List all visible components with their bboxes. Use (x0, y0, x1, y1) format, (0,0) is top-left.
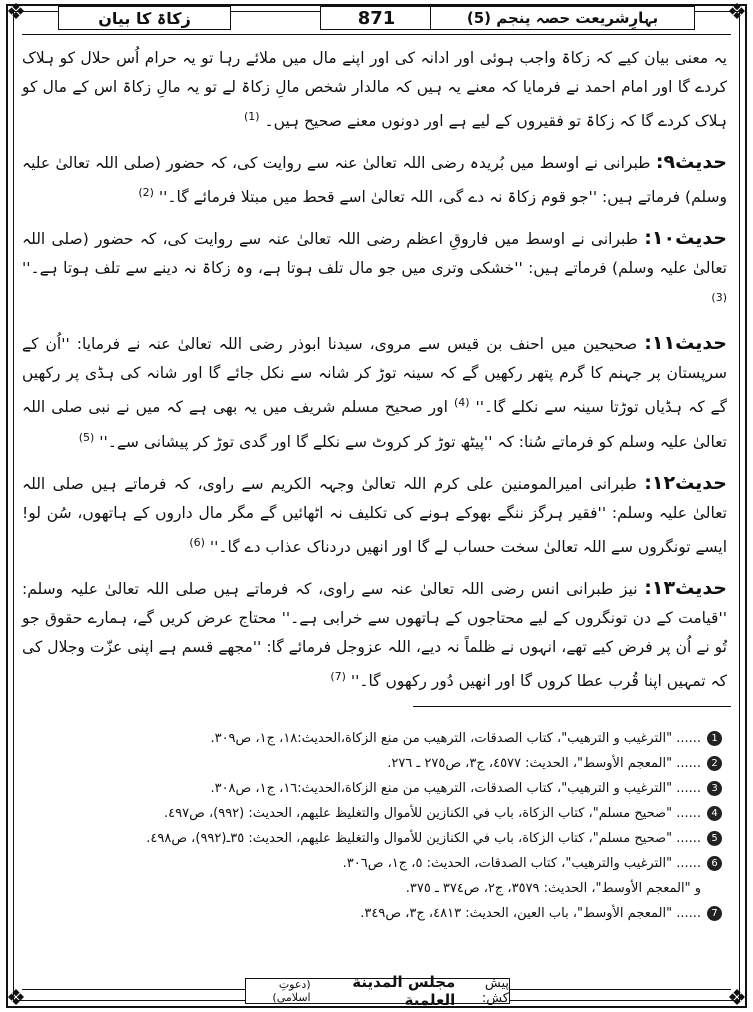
footnote-ref: (3) (711, 291, 727, 305)
corner-ornament-icon: ❖ (6, 0, 26, 25)
hadith-13 (22, 574, 727, 696)
footnote (22, 726, 722, 751)
footnote-divider (413, 706, 731, 707)
footnote-text: ...... "صحيح مسلم"، كتاب الزكاة، باب في الكنازين للأموال والتغليظ عليهم، الحديث: ٣٥ـ(٩٩٢)، ص٤٩٨. (146, 831, 701, 846)
footnote-text: ...... "الترغيب و الترهيب"، كتاب الصدقات، الترهيب من منع الزكاة،الحديث:١٦، ج١، ص٣٠٨. (210, 781, 701, 796)
footnote-number: 2 (707, 756, 722, 771)
footnote-text: ...... "الترغيب والترهيب"، كتاب الصدقات، الحديث: ٥، ج١، ص٣٠٦. (342, 856, 701, 871)
hadith-label: حدیث۱۲: (644, 471, 727, 494)
footnote-text: ...... "المعجم الأوسط"، باب العين، الحديث: ٤٨١٣، ج٣، ص٣٤٩. (360, 906, 701, 921)
hadith-text: طبرانی نے اوسط میں بُریدہ رضی اللہ تعالیٰ عنہ سے روایت کی، کہ حضور (صلی اللہ تعالیٰ علیہ وسلم) فرماتے ہیں: ''جو قوم زکاۃ نہ دے گی، اللہ تعالیٰ اسے قحط میں مبتلا فرمائے گا۔'' (22, 154, 727, 207)
hadith-label: حدیث۹: (655, 151, 727, 174)
footnote (22, 751, 722, 776)
hadith-text: طبرانی امیرالمومنین علی کرم اللہ تعالیٰ وجہہ الکریم سے راوی، کہ فرماتے ہیں صلی اللہ تعالیٰ علیہ وسلم: ''فقیر ہرگز ننگے بھوکے ہونے کی تکلیف نہ اٹھائیں گے مگر مال داروں کے ہاتھوں، سُن لو! ایسے تونگروں سے اللہ تعالیٰ سخت حساب لے گا اور انھیں دردناک عذاب دے گا۔'' (22, 474, 727, 556)
hadith-text: نیز طبرانی انس رضی اللہ تعالیٰ عنہ سے راوی، کہ فرماتے ہیں صلی اللہ تعالیٰ علیہ وسلم: ''قیامت کے دن تونگروں کے لیے محتاجوں کے ہاتھوں سے خرابی ہے۔'' محتاج عرض کریں گے، ہمارے حقوق جو تُو نے اُن پر فرض کیے تھے، انہوں نے ظلماً نہ دیے، اللہ عزوجل فرمائے گا: ''مجھے قسم ہے اپنی عزّت وجلال کی کہ تمہیں اپنا قُرب عطا کروں گا اور انھیں دُور رکھوں گا۔'' (22, 579, 727, 691)
footnote-ref: (5) (78, 430, 95, 444)
hadith-9 (22, 148, 727, 212)
hadith-label: حدیث۱۰: (644, 227, 727, 250)
footnotes (22, 726, 722, 926)
footnote-number: 6 (707, 856, 722, 871)
footnote-number: 5 (707, 831, 722, 846)
footnote-ref: (7) (330, 669, 346, 683)
footnote (22, 901, 722, 926)
hadith-text: طبرانی نے اوسط میں فاروقِ اعظم رضی اللہ تعالیٰ عنہ سے روایت کی، کہ حضور (صلی اللہ تعالیٰ علیہ وسلم) فرماتے ہیں: ''خشکی وتری میں جو مال تلف ہوتا ہے، وہ زکاۃ نہ دینے سے تلف ہوتا ہے۔'' (22, 230, 727, 278)
hadith-label: حدیث۱۳: (644, 576, 727, 599)
footnote-number: 4 (707, 806, 722, 821)
page-header (58, 4, 695, 32)
intro-text: یہ معنی بیان کیے کہ زکاۃ واجب ہوئی اور ادانہ کی اور اپنے مال میں ملائے رہا تو یہ حرام اُس حلال کو ہلاک کردے گا اور امام احمد نے فرمایا کہ معنے یہ ہیں کہ مالدار شخص مالِ زکاۃ لے تو یہ مالِ زکاۃ اس کے مال کو ہلاک کردے گا کہ زکاۃ تو فقیروں کے لیے ہے اور دونوں معنے صحیح ہیں۔ (22, 49, 727, 131)
page-footer (245, 973, 510, 1009)
footnote-ref: (6) (189, 535, 205, 549)
footnote-text: ...... "صحيح مسلم"، كتاب الزكاة، باب في الكنازين للأموال والتغليظ عليهم، الحديث: (٩٩٢)، ص٤٩٧. (164, 806, 701, 821)
footnote-number: 3 (707, 781, 722, 796)
footnote-ref: (2) (138, 186, 154, 200)
hadith-label: حدیث۱۱: (644, 332, 727, 355)
page-number: 871 (320, 6, 433, 30)
hadith-text-continued: اور صحیح مسلم شریف میں یہ بھی ہے کہ میں نے نبی صلی اللہ تعالیٰ علیہ وسلم کو فرماتے سُنا: کہ ''پیٹھ توڑ کر کروٹ سے نکلے گا اور گدی توڑ کر پیشانی سے۔'' (22, 398, 727, 451)
book-title: بہارِشریعت حصہ پنجم (5) (430, 6, 695, 30)
footer-organization: مجلس المدينة العلمية (352, 973, 456, 1009)
footnote-continuation (22, 876, 722, 901)
hadith-12 (22, 469, 727, 562)
hadith-10 (22, 224, 727, 317)
footnote-text: ...... "الترغيب و الترهيب"، كتاب الصدقات، الترهيب من منع الزكاة،الحديث:١٨، ج١، ص٣٠٩. (210, 731, 701, 746)
corner-ornament-icon: ❖ (727, 0, 747, 25)
corner-ornament-icon: ❖ (727, 986, 747, 1011)
header-divider (22, 34, 731, 35)
footnote-text: ...... "المعجم الأوسط"، الحديث: ٤٥٧٧، ج٣، ص٢٧٥ ـ ٢٧٦. (387, 756, 701, 771)
footnote (22, 851, 722, 876)
footnote (22, 801, 722, 826)
hadith-text: صحیحین میں احنف بن قیس سے مروی، سیدنا ابوذر رضی اللہ تعالیٰ عنہ نے فرمایا: ''اُن کے سرپستان پر جہنم کا گرم پتھر رکھیں گے کہ سینہ توڑ کر شانہ سے نکل جائے گا اور شانہ کی ہڈی پر رکھیں گے کہ ہڈیاں توڑتا سینہ سے نکلے گا۔'' (22, 335, 728, 417)
footer-note: (دعوتِ اسلامی) (272, 978, 311, 1004)
hadith-11 (22, 329, 727, 456)
intro-paragraph (22, 44, 727, 136)
footnote (22, 826, 722, 851)
footnote (22, 776, 722, 801)
corner-ornament-icon: ❖ (6, 986, 26, 1011)
footnote-number: 1 (707, 731, 722, 746)
footnote-ref: (4) (453, 396, 470, 410)
footer-presenter: پیش کش: (481, 976, 509, 1006)
footnote-ref: (1) (243, 110, 260, 123)
main-text (22, 44, 727, 708)
footnote-number: 7 (707, 906, 722, 921)
footnote-text: و "المعجم الأوسط"، الحديث: ٣٥٧٩، ج٢، ص٣٧٤ ـ ٣٧٥. (405, 881, 701, 896)
section-title: زکاۃ کا بیان (58, 6, 231, 30)
